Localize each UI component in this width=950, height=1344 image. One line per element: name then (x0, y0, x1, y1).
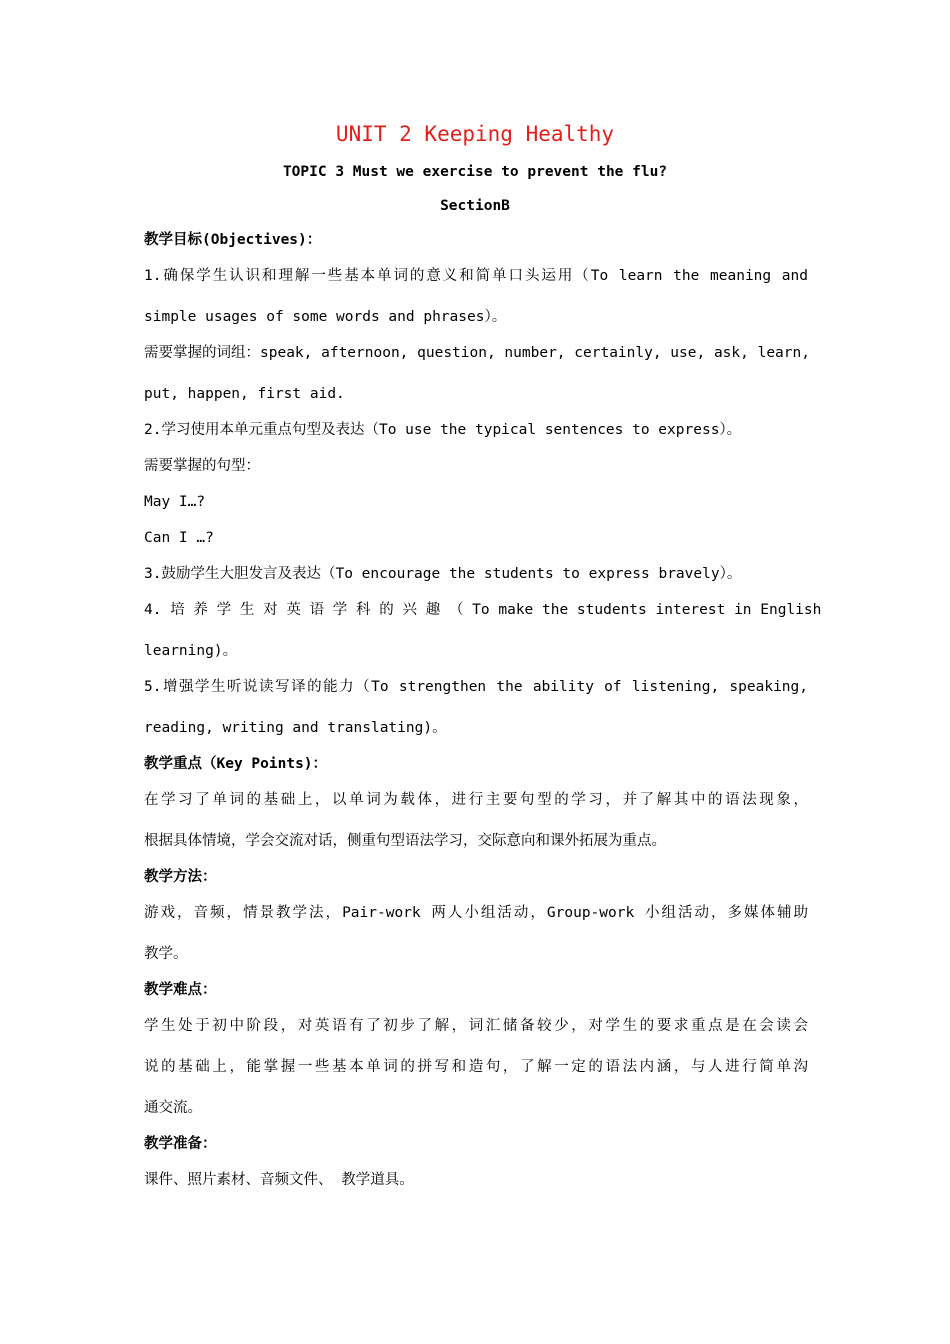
objective-4-line-1: 4. 培 养 学 生 对 英 语 学 科 的 兴 趣 （ To make the students interest in English (144, 602, 822, 618)
difficulties-line-2: 说的基础上，能掌握一些基本单词的拼写和造句，了解一定的语法内涵，与人进行简单沟 (144, 1059, 808, 1075)
objective-2: 2.学习使用本单元重点句型及表达（To use the typical sentences to express）。 (144, 422, 742, 438)
preparation-heading: 教学准备： (144, 1136, 217, 1152)
objective-5-line-1: 5.增强学生听说读写译的能力（To strengthen the ability of listening, speaking, (144, 679, 808, 695)
sentence-can-i: Can I …? (144, 530, 214, 546)
sentence-may-i: May I…? (144, 494, 206, 510)
difficulties-line-1: 学生处于初中阶段，对英语有了初步了解，词汇储备较少，对学生的要求重点是在会读会 (144, 1018, 808, 1034)
section-title: SectionB (440, 198, 510, 214)
methods-line-1: 游戏，音频，情景教学法，Pair-work 两人小组活动，Group-work 小组活动，多媒体辅助 (144, 905, 808, 921)
key-points-heading: 教学重点（Key Points)： (144, 756, 328, 772)
unit-title: UNIT 2 Keeping Healthy (335, 122, 615, 146)
key-points-line-2: 根据具体情境，学会交流对话，侧重句型语法学习，交际意向和课外拓展为重点。 (144, 833, 666, 849)
objective-5-line-2: reading, writing and translating)。 (144, 720, 447, 736)
words-line-1: 需要掌握的词组：speak, afternoon, question, number, certainly, use, ask, learn, (144, 345, 810, 361)
objective-3: 3.鼓励学生大胆发言及表达（To encourage the students to express bravely）。 (144, 566, 742, 582)
sentences-heading: 需要掌握的句型： (144, 458, 260, 474)
objectives-heading: 教学目标(Objectives)： (144, 232, 322, 248)
words-line-2: put, happen, first aid. (144, 386, 345, 402)
methods-heading: 教学方法： (144, 869, 217, 885)
topic-title: TOPIC 3 Must we exercise to prevent the flu? (282, 164, 668, 180)
objective-4-line-2: learning)。 (144, 643, 238, 659)
key-points-line-1: 在学习了单词的基础上，以单词为载体，进行主要句型的学习，并了解其中的语法现象， (144, 792, 808, 808)
preparation-line-1: 课件、照片素材、音频文件、 教学道具。 (144, 1172, 414, 1188)
objective-1-line-1: 1.确保学生认识和理解一些基本单词的意义和简单口头运用（To learn the meaning and (144, 268, 808, 284)
difficulties-line-3: 通交流。 (144, 1100, 202, 1116)
difficulties-heading: 教学难点： (144, 982, 217, 998)
objective-1-line-2: simple usages of some words and phrases）。 (144, 309, 507, 325)
methods-line-2: 教学。 (144, 946, 188, 962)
